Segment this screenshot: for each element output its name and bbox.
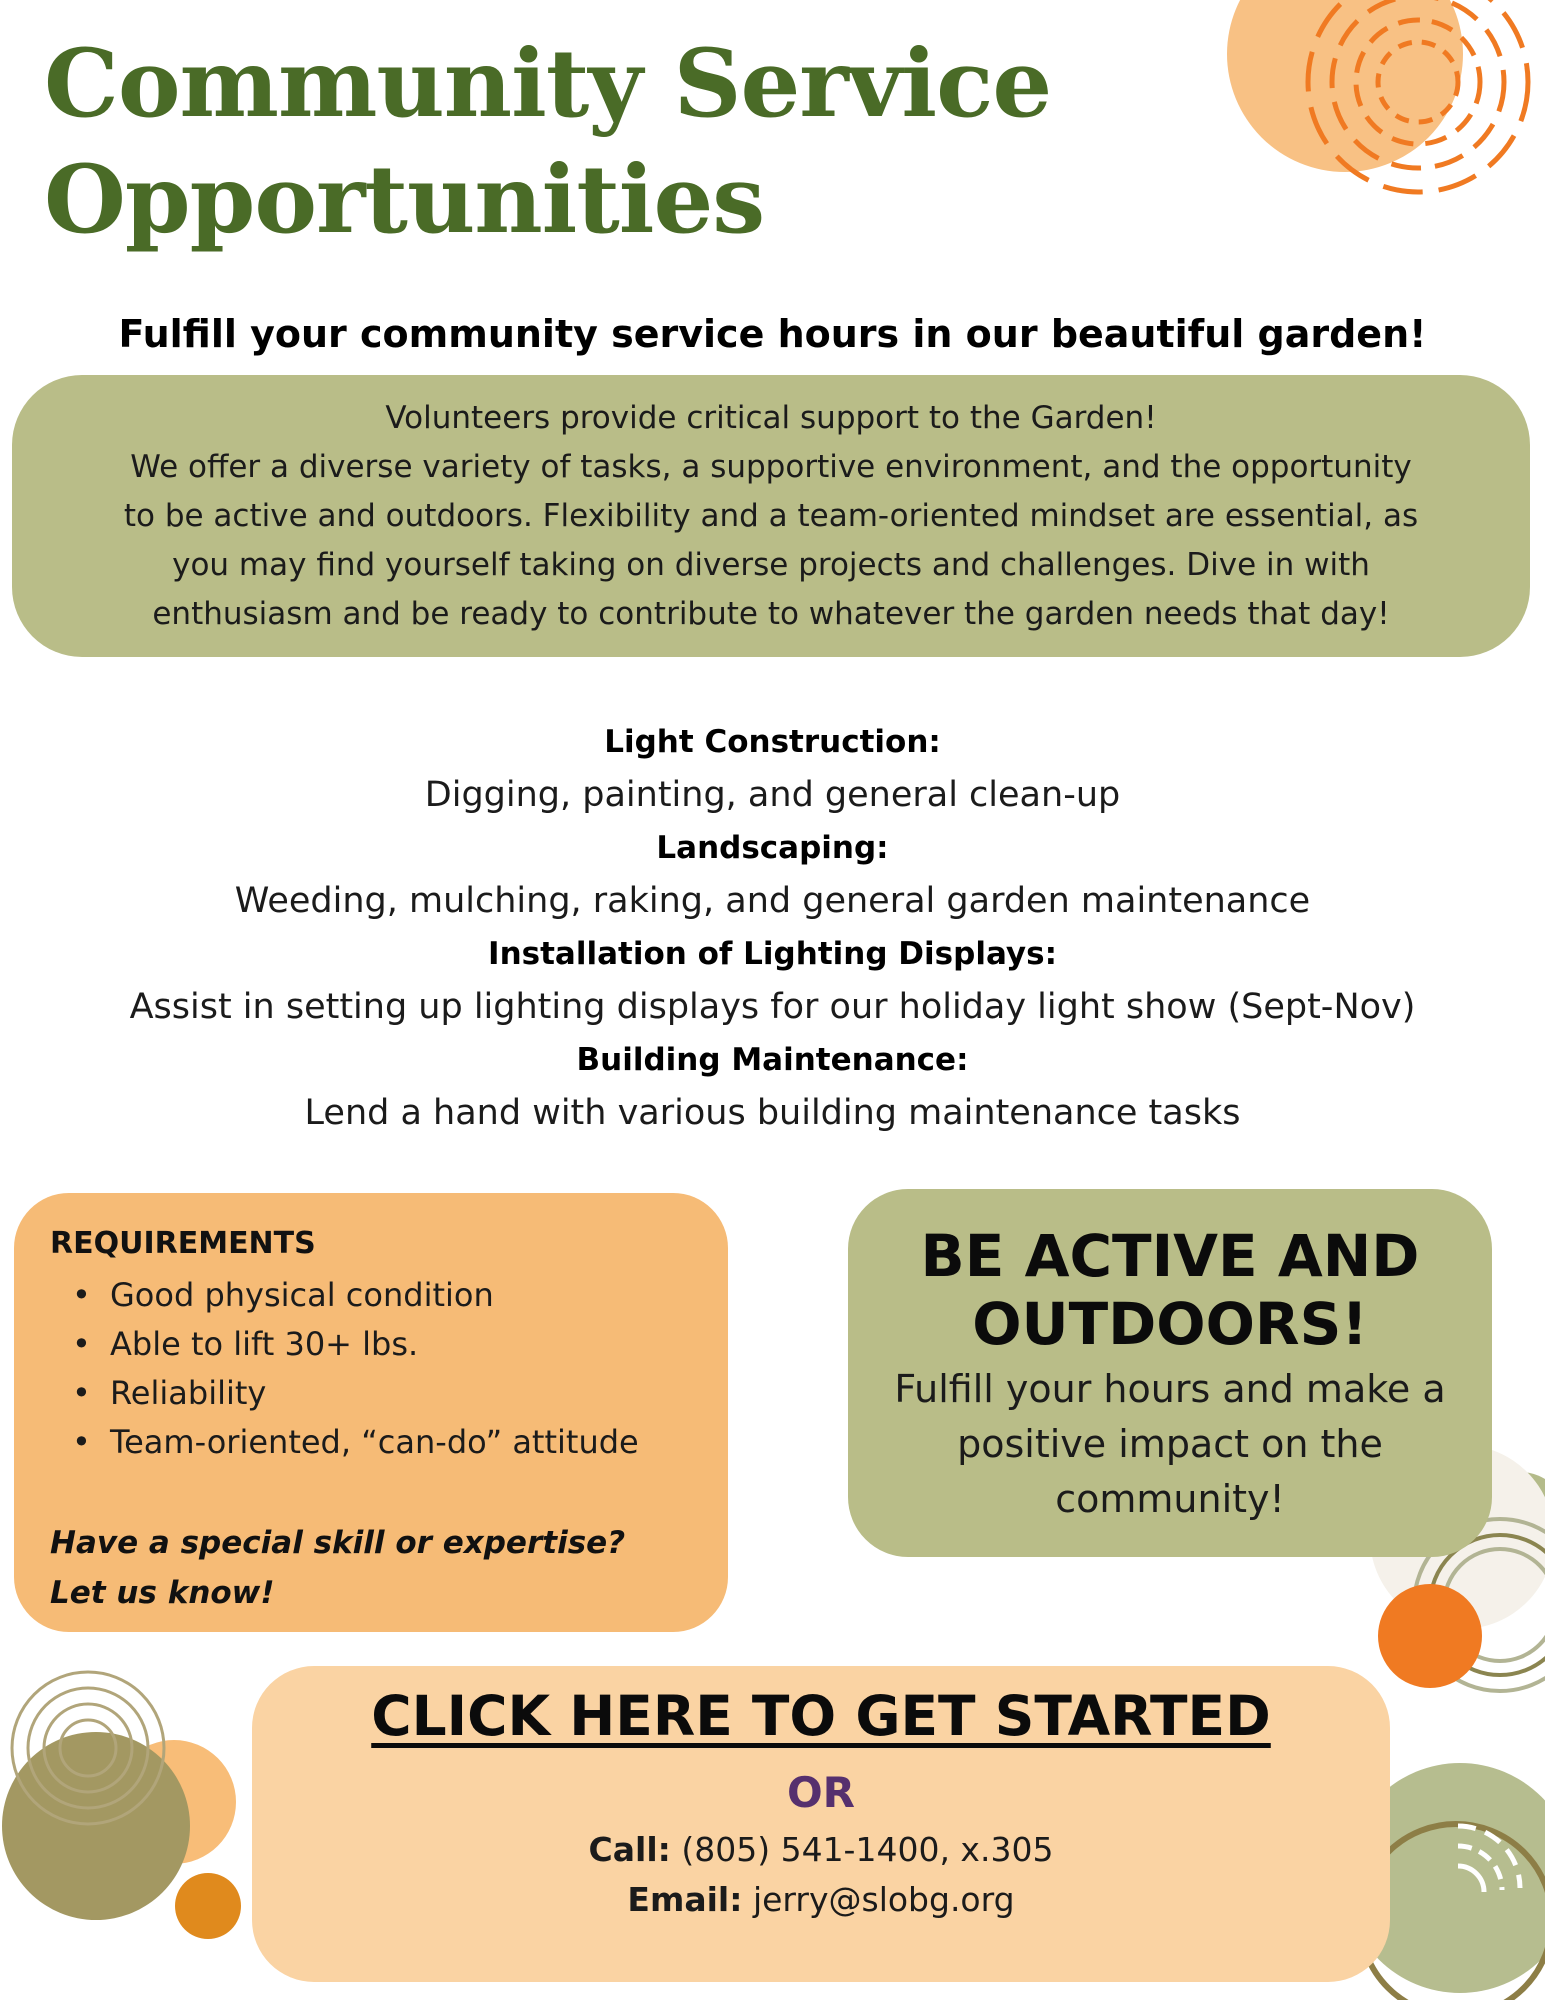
requirement-text: Able to lift 30+ lbs.: [110, 1325, 419, 1363]
email-address[interactable]: jerry@slobg.org: [742, 1880, 1015, 1919]
requirement-text: Reliability: [110, 1374, 267, 1412]
intro-paragraph: [12, 394, 1530, 639]
requirement-item: [50, 1369, 639, 1418]
body-line: Fulfill your hours and make a: [894, 1367, 1446, 1411]
task-list: [0, 716, 1545, 1140]
call-line: [252, 1830, 1390, 1869]
task-heading: Light Construction:: [604, 724, 941, 760]
intro-line: enthusiasm and be ready to contribute to whatever the garden needs that day!: [152, 596, 1390, 632]
bullet-icon: •: [72, 1374, 91, 1412]
note-line: Have a special skill or expertise?: [50, 1525, 626, 1561]
intro-line: Volunteers provide critical support to the Garden!: [385, 400, 1157, 436]
task-heading: Building Maintenance:: [576, 1042, 969, 1078]
bullet-icon: •: [72, 1423, 91, 1461]
requirements-list: [50, 1271, 639, 1467]
task-description: Assist in setting up lighting displays for our holiday light show (Sept-Nov): [129, 987, 1416, 1027]
title-line-1: Community Service: [44, 29, 1052, 139]
body-line: community!: [1055, 1477, 1285, 1521]
email-line: [252, 1880, 1390, 1919]
bottom-left-circle-cluster: [2, 1672, 241, 1939]
intro-line: you may find yourself taking on diverse projects and challenges. Dive in with: [172, 547, 1370, 583]
bullet-icon: •: [72, 1276, 91, 1314]
special-skill-note: [50, 1518, 625, 1618]
body-line: positive impact on the: [957, 1422, 1383, 1466]
heading-line: OUTDOORS!: [972, 1290, 1368, 1358]
requirement-text: Team-oriented, “can-do” attitude: [110, 1423, 639, 1461]
task-description: Lend a hand with various building maintenance tasks: [304, 1093, 1241, 1133]
page-title: [44, 26, 1144, 258]
intro-line: We offer a diverse variety of tasks, a supportive environment, and the opportunity: [130, 449, 1412, 485]
call-label: Call:: [588, 1830, 671, 1869]
be-active-body: [848, 1362, 1492, 1527]
requirement-item: [50, 1418, 639, 1467]
or-separator: OR: [786, 1768, 856, 1817]
requirements-title: REQUIREMENTS: [50, 1226, 316, 1261]
tagline: Fulfill your community service hours in our beautiful garden!: [118, 312, 1427, 356]
email-label: Email:: [627, 1880, 743, 1919]
bullet-icon: •: [72, 1325, 91, 1363]
requirement-item: [50, 1271, 639, 1320]
top-right-decoration: [1227, 0, 1528, 192]
intro-line: to be active and outdoors. Flexibility and a team-oriented mindset are essential, as: [123, 498, 1419, 534]
be-active-heading: [848, 1222, 1492, 1358]
task-heading: Installation of Lighting Displays:: [488, 936, 1057, 972]
task-description: Digging, painting, and general clean-up: [424, 775, 1121, 815]
phone-number[interactable]: (805) 541-1400, x.305: [670, 1830, 1054, 1869]
note-line: Let us know!: [50, 1575, 275, 1611]
task-description: Weeding, mulching, raking, and general garden maintenance: [234, 881, 1311, 921]
requirement-text: Good physical condition: [110, 1276, 494, 1314]
heading-line: BE ACTIVE AND: [920, 1222, 1420, 1290]
title-line-2: Opportunities: [44, 145, 765, 255]
get-started-link[interactable]: CLICK HERE TO GET STARTED: [371, 1684, 1271, 1748]
requirement-item: [50, 1320, 639, 1369]
task-heading: Landscaping:: [656, 830, 889, 866]
